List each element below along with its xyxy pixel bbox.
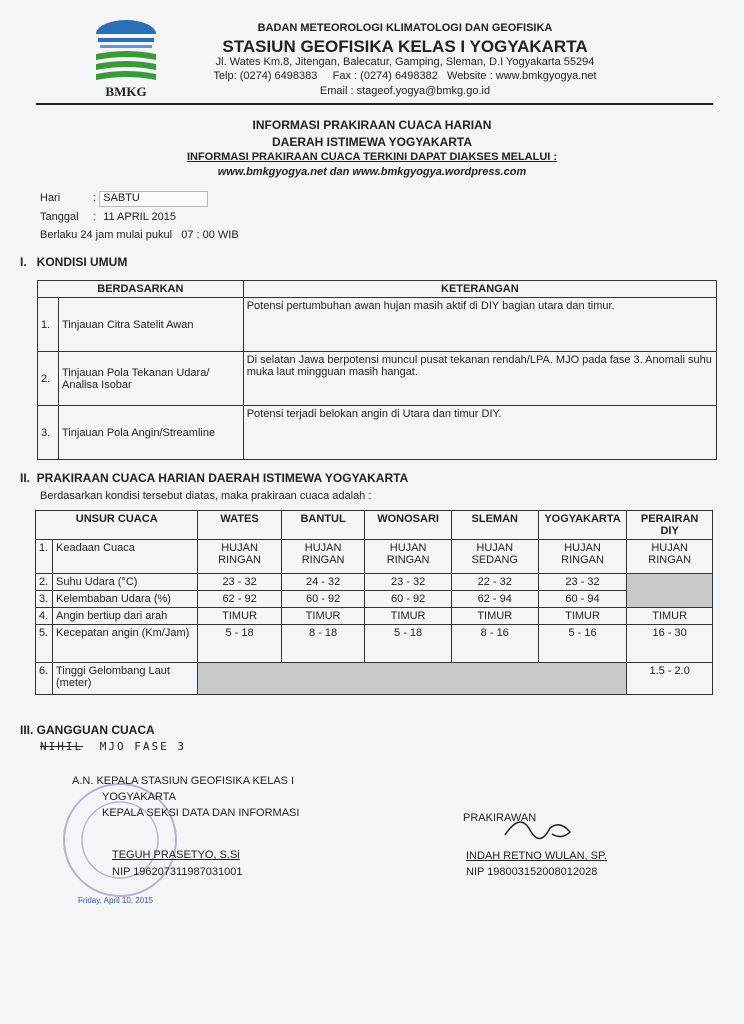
handwritten-note: MJO FASE 3 <box>99 740 186 753</box>
row-label: Suhu Udara (°C) <box>53 574 198 591</box>
stamp-date: Friday, April 10, 2015 <box>78 896 154 905</box>
header-perairan: PERAIRAN DIY <box>627 511 713 540</box>
cell: HUJAN RINGAN <box>538 540 627 574</box>
row-no: 2. <box>36 574 53 591</box>
row-label: Tinjauan Citra Satelit Awan <box>59 298 244 352</box>
berlaku-text: Berlaku 24 jam mulai pukul 07 : 00 WIB <box>40 229 239 241</box>
signature-scribble <box>500 810 580 850</box>
doc-title-2: DAERAH ISTIMEWA YOGYAKARTA <box>271 135 472 149</box>
cell: 23 - 32 <box>198 574 281 591</box>
header-wates: WATES <box>198 511 281 540</box>
cell: TIMUR <box>627 608 713 625</box>
row-desc: Potensi pertumbuhan awan hujan masih aktif di DIY bagian utara dan timur. <box>243 298 716 352</box>
hari-label: Hari <box>40 192 61 204</box>
doc-title-3: INFORMASI PRAKIRAAN CUACA TERKINI DAPAT DIAKSES MELALUI : <box>186 151 558 163</box>
empty-cell <box>198 663 627 695</box>
right-name: INDAH RETNO WULAN, SP. <box>466 850 607 862</box>
cell: 60 - 92 <box>281 591 365 608</box>
table-row <box>38 406 717 460</box>
cell: HUJAN RINGAN <box>627 540 713 574</box>
cell: 8 - 16 <box>451 625 538 663</box>
row-no: 6. <box>36 663 53 695</box>
row-no: 5. <box>36 625 53 663</box>
row-label: Tinggi Gelombang Laut (meter) <box>53 663 198 695</box>
row-label: Tinjauan Pola Angin/Streamline <box>59 406 244 460</box>
cell: 1.5 - 2.0 <box>627 663 713 695</box>
row-label: Angin bertiup dari arah <box>53 608 198 625</box>
colon: : <box>93 211 97 223</box>
row-no: 3. <box>38 406 59 460</box>
row-label: Kecepatan angin (Km/Jam) <box>53 625 198 663</box>
row-no: 3. <box>36 591 53 608</box>
cell: TIMUR <box>281 608 365 625</box>
cell: 5 - 18 <box>198 625 281 663</box>
header-wonosari: WONOSARI <box>365 511 451 540</box>
struck-text: NIHIL <box>40 740 84 753</box>
cell: HUJAN SEDANG <box>451 540 538 574</box>
row-label: Tinjauan Pola Tekanan Udara/ Analisa Isobar <box>59 352 244 406</box>
address: Jl. Wates Km.8, Jitengan, Balecatur, Gamping, Sleman, D.I Yogyakarta 55294 <box>215 56 595 68</box>
tanggal-label: Tanggal <box>40 211 79 223</box>
table-row <box>36 608 713 625</box>
left-line3: KEPALA SEKSI DATA DAN INFORMASI <box>102 807 300 819</box>
cell: 8 - 18 <box>281 625 365 663</box>
gangguan-note <box>40 740 186 753</box>
cell: 5 - 16 <box>538 625 627 663</box>
col-keterangan: KETERANGAN <box>243 281 716 298</box>
cell: 60 - 92 <box>365 591 451 608</box>
col-berdasarkan: BERDASARKAN <box>38 281 244 298</box>
row-label: Keadaan Cuaca <box>53 540 198 574</box>
colon: : <box>93 192 97 204</box>
row-no: 2. <box>38 352 59 406</box>
hari-value: SABTU <box>99 191 208 207</box>
table-row <box>38 352 717 406</box>
prakiraan-table <box>35 510 713 695</box>
phone-fax-web: Telp: (0274) 6498383 Fax : (0274) 6498382 Website : www.bmkgyogya.net <box>213 70 597 82</box>
cell: HUJAN RINGAN <box>365 540 451 574</box>
row-no: 4. <box>36 608 53 625</box>
section2-sub: Berdasarkan kondisi tersebut diatas, maka prakiraan cuaca adalah : <box>40 490 372 502</box>
cell: 22 - 32 <box>451 574 538 591</box>
table-row <box>36 540 713 574</box>
cell: HUJAN RINGAN <box>198 540 281 574</box>
section2-heading: II. PRAKIRAAN CUACA HARIAN DAERAH ISTIMEWA YOGYAKARTA <box>20 471 409 485</box>
header-yogyakarta: YOGYAKARTA <box>538 511 627 540</box>
cell: 5 - 18 <box>365 625 451 663</box>
table-row <box>36 574 713 591</box>
cell: 23 - 32 <box>365 574 451 591</box>
cell: 24 - 32 <box>281 574 365 591</box>
org-line1: BADAN METEOROLOGI KLIMATOLOGI DAN GEOFISIKA <box>257 22 553 34</box>
left-nip: NIP 196207311987031001 <box>112 866 243 878</box>
cell: TIMUR <box>538 608 627 625</box>
cell: TIMUR <box>198 608 281 625</box>
header-unsur: UNSUR CUACA <box>36 511 198 540</box>
left-line1: A.N. KEPALA STASIUN GEOFISIKA KELAS I <box>72 775 295 787</box>
table-row <box>36 625 713 663</box>
cell: 60 - 94 <box>538 591 627 608</box>
cell: 62 - 92 <box>198 591 281 608</box>
section3-heading: III. GANGGUAN CUACA <box>20 723 155 737</box>
cell: 62 - 94 <box>451 591 538 608</box>
left-name: TEGUH PRASETYO, S.Si <box>112 849 240 861</box>
section1-heading: I. KONDISI UMUM <box>20 255 128 269</box>
row-desc: Di selatan Jawa berpotensi muncul pusat tekanan rendah/LPA. MJO pada fase 3. Anomali suhu muka laut mingguan masih hangat. <box>243 352 716 406</box>
tanggal-value: 11 APRIL 2015 <box>103 211 176 223</box>
row-desc: Potensi terjadi belokan angin di Utara dan timur DIY. <box>243 406 716 460</box>
cell: TIMUR <box>451 608 538 625</box>
org-line2: STASIUN GEOFISIKA KELAS I YOGYAKARTA <box>222 37 588 56</box>
row-label: Kelembaban Udara (%) <box>53 591 198 608</box>
tanggal-row <box>40 211 176 223</box>
right-title: PRAKIRAWAN <box>463 812 537 824</box>
left-line2: YOGYAKARTA <box>102 791 176 803</box>
doc-title-4: www.bmkgyogya.net dan www.bmkgyogya.wordpress.com <box>217 166 527 178</box>
header-bantul: BANTUL <box>281 511 365 540</box>
cell: HUJAN RINGAN <box>281 540 365 574</box>
email: Email : stageof.yogya@bmkg.go.id <box>319 85 491 97</box>
doc-title-1: INFORMASI PRAKIRAAN CUACA HARIAN <box>252 118 492 132</box>
header-divider <box>36 103 713 105</box>
cell: 16 - 30 <box>627 625 713 663</box>
kondisi-umum-table <box>37 280 717 460</box>
row-no: 1. <box>38 298 59 352</box>
cell: 23 - 32 <box>538 574 627 591</box>
cell: TIMUR <box>365 608 451 625</box>
table-row <box>38 298 717 352</box>
table-row <box>36 591 713 608</box>
svg-text:BMKG: BMKG <box>105 84 147 99</box>
header-sleman: SLEMAN <box>451 511 538 540</box>
table-row <box>36 663 713 695</box>
bmkg-logo <box>88 14 164 100</box>
hari-row <box>40 191 208 207</box>
row-no: 1. <box>36 540 53 574</box>
empty-cell <box>627 574 713 608</box>
right-nip: NIP 198003152008012028 <box>466 866 598 878</box>
